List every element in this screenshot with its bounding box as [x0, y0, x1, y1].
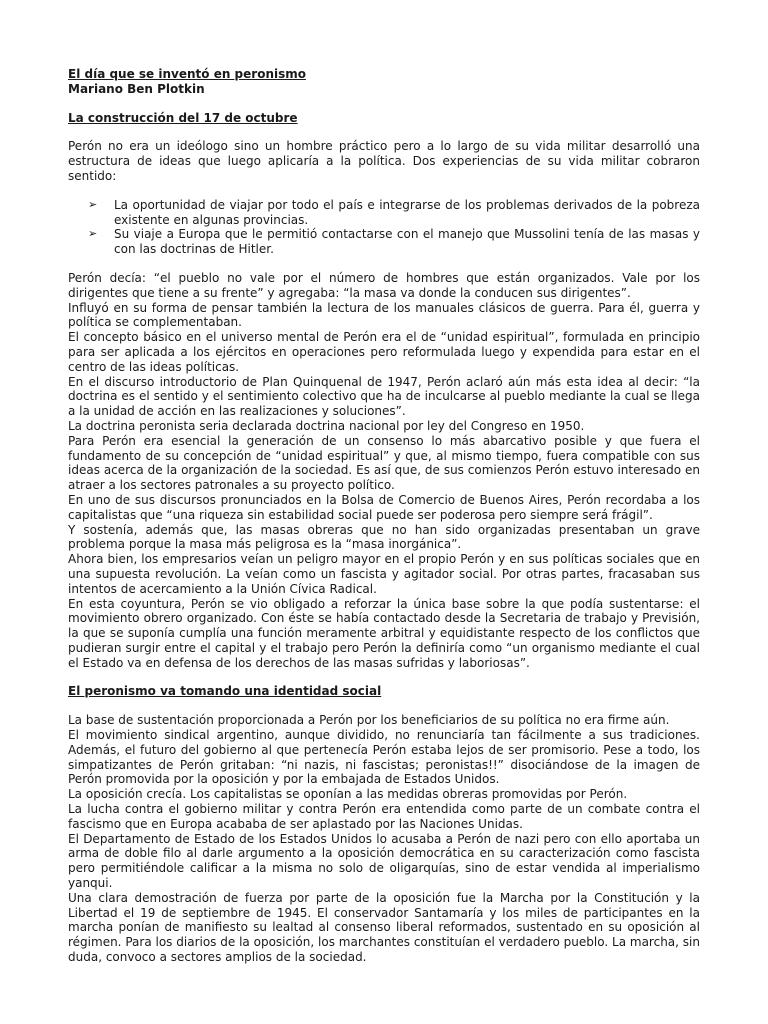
body-paragraph: El movimiento sindical argentino, aunque dividido, no renunciaría tan fácilmente a sus tradiciones. Además, el futuro del gobierno al que pertenecía Perón estaba lejos de ser promisorio. Pese a todo, los simpatizantes de Perón gritaban: “ni nazis, ni fascistas; peronistas!!” disociándose de la imagen de Perón promovida por la oposición y por la embajada de Estados Unidos. [68, 728, 700, 787]
bullet-item [68, 227, 700, 257]
body-paragraph: El concepto básico en el universo mental de Perón era el de “unidad espiritual”, formulada en principio para ser aplicada a los ejércitos en operaciones pero reformulada luego y expendida para estar en el centro de las ideas políticas. [68, 330, 700, 374]
body-paragraph: Perón decía: “el pueblo no vale por el número de hombres que están organizados. Vale por los dirigentes que tiene a su frente” y agregaba: “la masa va donde la conducen sus dirigentes”. [68, 270, 700, 300]
arrow-bullet-icon: ➢ [88, 227, 98, 241]
document-title: El día que se inventó en peronismo [68, 67, 306, 81]
body-paragraph: La oposición crecía. Los capitalistas se oponían a las medidas obreras promovidas por Perón. [68, 787, 628, 802]
body-paragraph: Influyó en su forma de pensar también la lectura de los manuales clásicos de guerra. Para él, guerra y política se complementaban. [68, 300, 700, 330]
body-paragraph: La base de sustentación proporcionada a Perón por los beneficiarios de su política no era firme aún. [68, 713, 670, 728]
body-paragraph: La doctrina peronista seria declarada doctrina nacional por ley del Congreso en 1950. [68, 418, 585, 433]
body-paragraph: En esta coyuntura, Perón se vio obligado a reforzar la única base sobre la que podía sustentarse: el movimiento obrero organizado. Con éste se había contactado desde la Secretaria de trabajo y Previsión, la que se suponía cumplía una función meramente arbitral y equidistante respecto de los conflictos que pudieran surgir entre el capital y el trabajo pero Perón la definiría como “un organismo mediante el cual el Estado va en defensa de los derechos de las masas sufridas y laboriosas”. [68, 596, 700, 670]
document-page [68, 67, 700, 965]
body-paragraph: La lucha contra el gobierno militar y contra Perón era entendida como parte de un combate contra el fascismo que en Europa acababa de ser aplastado por las Naciones Unidas. [68, 802, 700, 831]
body-paragraph: En el discurso introductorio de Plan Quinquenal de 1947, Perón aclaró aún más esta idea al decir: “la doctrina es el sentido y el sentimiento colectivo que ha de inculcarse al pueblo mediante la cual se llega a la unidad de acción en las realizaciones y soluciones”. [68, 374, 700, 419]
bullet-item [68, 198, 700, 228]
section-heading-construccion: La construcción del 17 de octubre [68, 110, 298, 125]
document-author: Mariano Ben Plotkin [68, 81, 205, 96]
body-paragraph: Ahora bien, los empresarios veían un peligro mayor en el propio Perón y en sus políticas sociales que en una supuesta revolución. La veían como un fascista y agitador social. Por otras partes, fracasaban sus intentos de acercamiento a la Unión Cívica Radical. [68, 552, 700, 596]
experiences-bullet-list [68, 198, 700, 257]
section1-body [68, 271, 700, 671]
body-paragraph: Una clara demostración de fuerza por parte de la oposición fue la Marcha por la Constitución y la Libertad el 19 de septiembre de 1945. El conservador Santamaría y los miles de participantes en la marcha ponían de manifiesto su lealtad al consenso liberal reformados, sustentado en su oposición al régimen. Para los diarios de la oposición, los marchantes constituían el verdadero pueblo. La marcha, sin duda, convoco a sectores amplios de la sociedad. [68, 890, 700, 965]
body-paragraph: En uno de sus discursos pronunciados en la Bolsa de Comercio de Buenos Aires, Perón recordaba a los capitalistas que “una riqueza sin estabilidad social puede ser poderosa pero siempre será frágil”. [68, 492, 700, 522]
body-paragraph: El Departamento de Estado de los Estados Unidos lo acusaba a Perón de nazi pero con ello aportaba un arma de doble filo al darle argumento a la oposición democrática en su caracterización como fascista pero permitiéndole calificar a la misma no solo de oligarquías, sino de estar vendida al imperialismo yanqui. [68, 831, 700, 891]
bullet-text: La oportunidad de viajar por todo el país e integrarse de los problemas derivados de la pobreza existente en algunas provincias. [114, 197, 700, 227]
section1-intro-paragraph: Perón no era un ideólogo sino un hombre práctico pero a lo largo de su vida militar desarrolló una estructura de ideas que luego aplicaría a la política. Dos experiencias de su vida militar cobraron sentido: [68, 139, 700, 183]
body-paragraph: Y sostenía, además que, las masas obreras que no han sido organizadas presentaban un grave problema porque la masa más peligrosa es la “masa inorgánica”. [68, 522, 700, 552]
body-paragraph: Para Perón era esencial la generación de un consenso lo más abarcativo posible y que fuera el fundamento de su concepción de “unidad espiritual” y que, al mismo tiempo, fuera compatible con sus ideas acerca de la organización de la sociedad. Es así que, de sus comienzos Perón estuvo interesado en atraer a los sectores patronales a su proyecto político. [68, 433, 700, 493]
bullet-text: Su viaje a Europa que le permitió contactarse con el manejo que Mussolini tenía de las masas y con las doctrinas de Hitler. [114, 227, 700, 257]
arrow-bullet-icon: ➢ [88, 197, 98, 211]
section2-body [68, 713, 700, 965]
section-heading-identidad-social: El peronismo va tomando una identidad social [68, 684, 382, 699]
